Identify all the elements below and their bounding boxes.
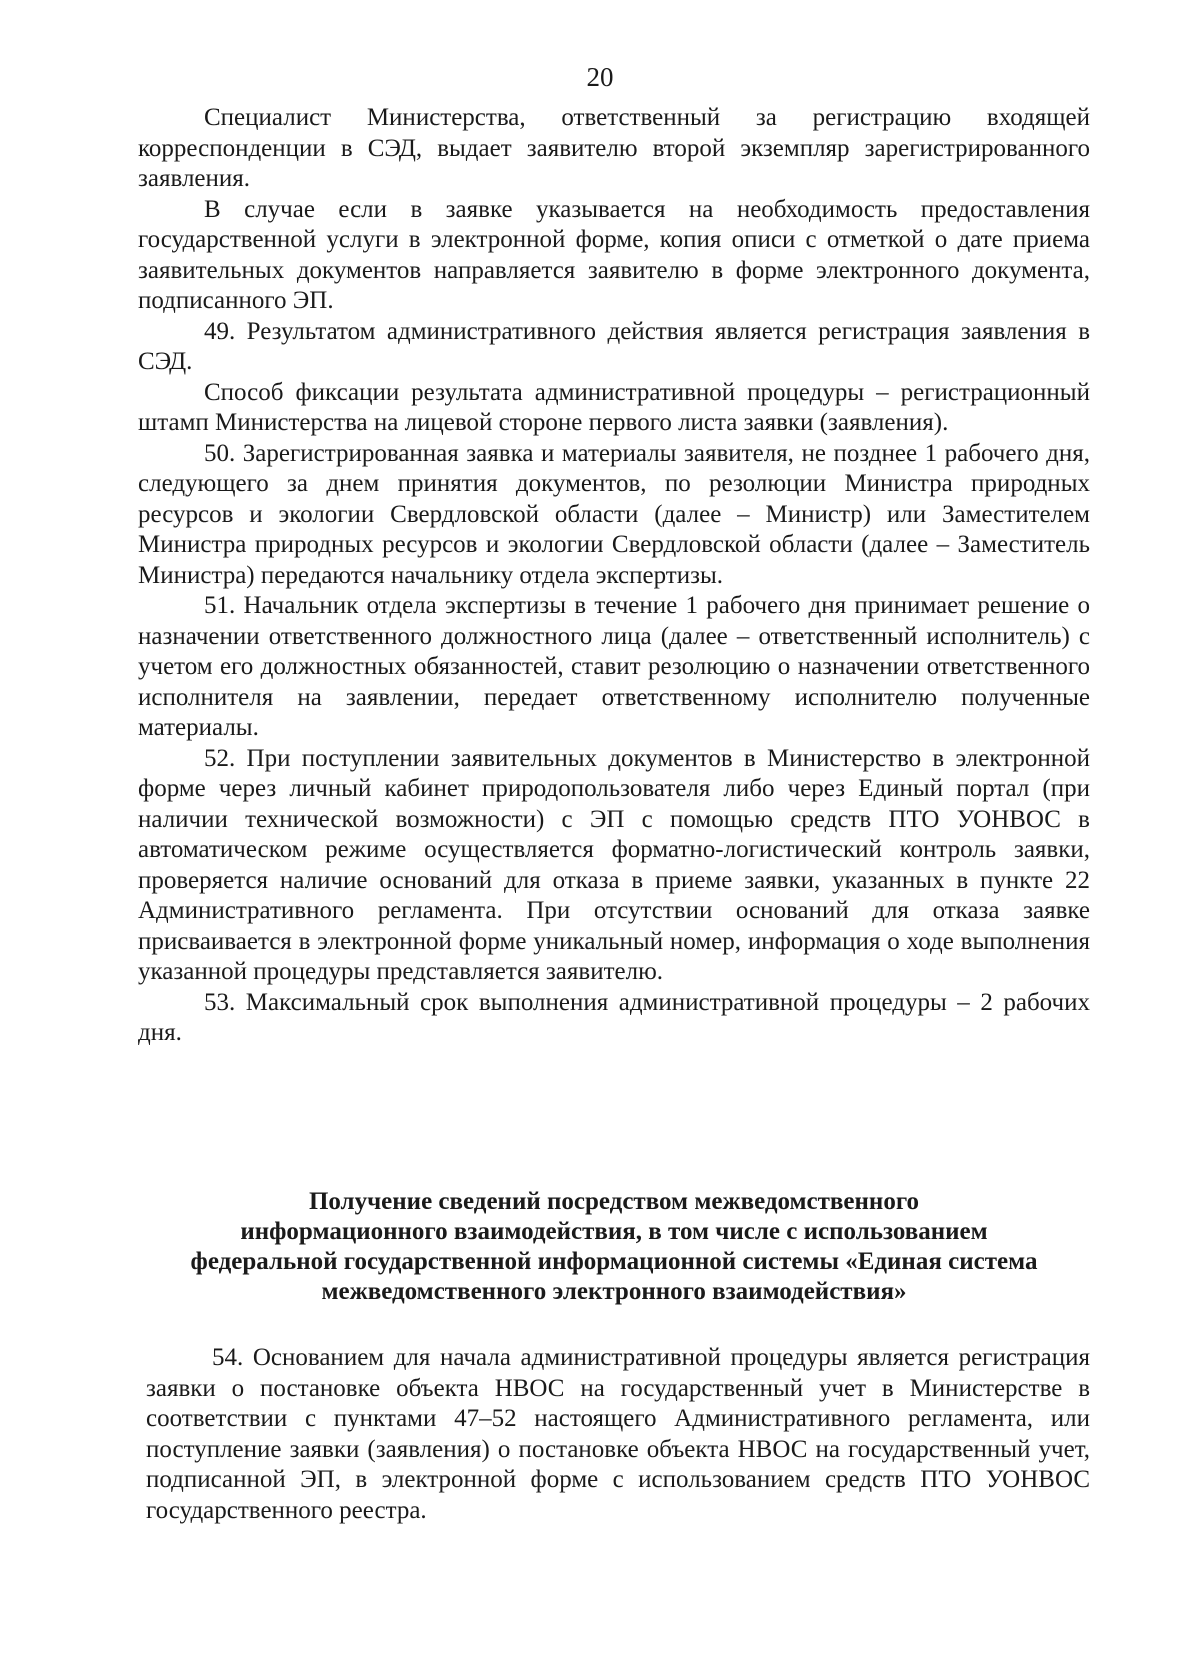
page-number: 20 <box>586 62 614 92</box>
paragraph: Специалист Министерства, ответственный за регистрацию входящей корреспонденции в СЭД, выдает заявителю второй экземпляр зарегистрированного заявления. <box>138 104 1090 192</box>
heading-line: информационного взаимодействия, в том числе с использованием <box>240 1218 988 1245</box>
paragraph-49: 49. Результатом административного действия является регистрация заявления в СЭД. <box>138 317 1090 375</box>
paragraph-53: 53. Максимальный срок выполнения административной процедуры – 2 рабочих дня. <box>138 988 1090 1046</box>
paragraph-54: 54. Основанием для начала административной процедуры является регистрация заявки о постановке объекта НВОС на государственный учет в Министерстве в соответствии с пунктами 47–52 настоящего Административного регламента, или поступление заявки (заявления) о постановке объекта НВОС на государственный учет, подписанной ЭП, в электронной форме с использованием средств ПТО УОНВОС государственного реестра. <box>146 1344 1090 1524</box>
paragraph-52: 52. При поступлении заявительных документов в Министерство в электронной форме через личный кабинет природопользователя либо через Единый портал (при наличии технической возможности) с ЭП с помощью средств ПТО УОНВОС в автоматическом режиме осуществляется форматно-логистический контроль заявки, проверяется наличие оснований для отказа в приеме заявки, указанных в пункте 22 Административного регламента. При отсутствии оснований для отказа заявке присваивается в электронной форме уникальный номер, информация о ходе выполнения указанной процедуры представляется заявителю. <box>138 744 1090 985</box>
heading-line: федеральной государственной информационной системы «Единая система <box>190 1248 1038 1275</box>
heading-line: Получение сведений посредством межведомственного <box>308 1188 920 1215</box>
paragraph-50: 50. Зарегистрированная заявка и материалы заявителя, не позднее 1 рабочего дня, следующего за днем принятия документов, по резолюции Министра природных ресурсов и экологии Свердловской области (далее – Министр) или Заместителем Министра природных ресурсов и экологии Свердловской области (далее – Заместитель Министра) передаются начальнику отдела экспертизы. <box>138 439 1090 589</box>
paragraph: Способ фиксации результата административной процедуры – регистрационный штамп Министерства на лицевой стороне первого листа заявки (заявления). <box>138 378 1090 436</box>
body-text-after-heading <box>146 1343 1090 1526</box>
paragraph: В случае если в заявке указывается на необходимость предоставления государственной услуги в электронной форме, копия описи с отметкой о дате приема заявительных документов направляется заявителю в форме электронного документа, подписанного ЭП. <box>138 195 1090 314</box>
heading-line: межведомственного электронного взаимодействия» <box>321 1278 907 1305</box>
body-text <box>138 103 1090 1049</box>
paragraph-51: 51. Начальник отдела экспертизы в течение 1 рабочего дня принимает решение о назначении ответственного должностного лица (далее – ответственный исполнитель) с учетом его должностных обязанностей, ставит резолюцию о назначении ответственного исполнителя на заявлении, передает ответственному исполнителю полученные материалы. <box>138 592 1090 741</box>
section-heading <box>138 1187 1090 1307</box>
